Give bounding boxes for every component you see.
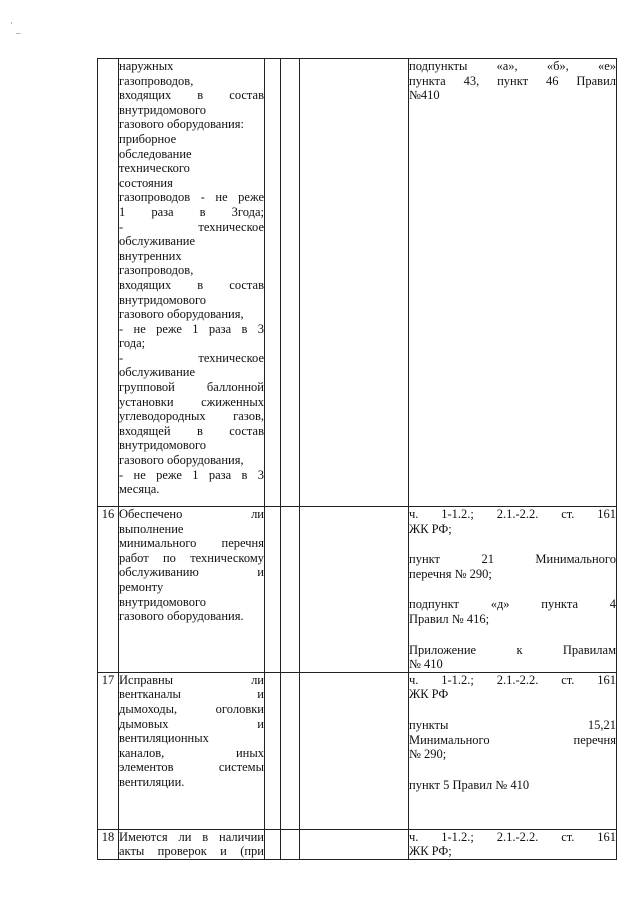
answer-cell-3 [300, 59, 409, 507]
description-line: вентканалы и [119, 687, 264, 702]
description-line: Обеспечено ли [119, 507, 264, 521]
reference-spacer [409, 762, 616, 778]
answer-cell-2 [281, 672, 300, 829]
description-line: установки сжиженных [119, 394, 264, 409]
requirement-description [119, 829, 265, 859]
description-line: внутридомового [119, 102, 207, 117]
table-body [98, 59, 617, 860]
requirement-description [119, 507, 265, 673]
description-line: вентиляционных [119, 731, 209, 746]
row-number: 16 [98, 507, 119, 673]
answer-cell-1 [265, 507, 281, 673]
answer-cell-2 [281, 507, 300, 673]
description-line: 1 раза в 3года; [119, 204, 264, 219]
reference-line: подпункт «д» пункта 4 [409, 597, 616, 612]
reference-spacer [409, 536, 616, 552]
answer-cell-1 [265, 829, 281, 859]
legal-reference [409, 507, 617, 673]
table-row [98, 829, 617, 859]
reference-line: Правил № 416; [409, 611, 490, 626]
reference-spacer [409, 627, 616, 643]
row-number: 18 [98, 829, 119, 859]
reference-line: №410 [409, 88, 440, 103]
row-number: 17 [98, 672, 119, 829]
description-line: Имеются ли в наличии [119, 829, 264, 844]
answer-cell-2 [281, 59, 300, 507]
reference-line: ЖК РФ; [409, 521, 452, 536]
reference-line: ч. 1-1.2.; 2.1.-2.2. ст. 161 [409, 672, 616, 687]
description-line: каналов, иных [119, 745, 264, 760]
description-line: - техническое [119, 350, 264, 365]
description-line: газопроводов, [119, 263, 194, 278]
description-line: дымовых и [119, 716, 264, 731]
reference-line: № 410 [409, 657, 443, 672]
table-row [98, 672, 617, 829]
description-line: минимального перечня [119, 536, 264, 551]
reference-line: подпункты «а», «б», «е» [409, 59, 616, 73]
description-line: газопроводов - не реже [119, 190, 264, 205]
reference-line: пункт 5 Правил № 410 [409, 777, 530, 792]
description-line: технического [119, 161, 190, 176]
reference-spacer [409, 702, 616, 718]
answer-cell-3 [300, 829, 409, 859]
description-line: выполнение [119, 521, 184, 536]
reference-line: Минимального перечня [409, 732, 616, 747]
table-row [98, 507, 617, 673]
reference-line: ЖК РФ [409, 687, 449, 702]
description-line: входящей в состав [119, 423, 264, 438]
reference-line: перечня № 290; [409, 566, 492, 581]
description-line: входящих в состав [119, 88, 264, 103]
answer-cell-1 [265, 59, 281, 507]
description-line: внутренних [119, 248, 182, 263]
legal-reference [409, 672, 617, 829]
answer-cell-2 [281, 829, 300, 859]
legal-reference [409, 829, 617, 859]
table-row [98, 59, 617, 507]
description-line: газопроводов, [119, 73, 194, 88]
description-line: дымоходы, оголовки [119, 701, 264, 716]
corner-mark: – [16, 28, 21, 38]
row-number [98, 59, 119, 507]
description-line: года; [119, 336, 146, 351]
legal-reference [409, 59, 617, 507]
description-line: ремонту [119, 579, 164, 594]
description-line: внутридомового [119, 292, 207, 307]
description-line: газового оборудования. [119, 609, 244, 624]
description-line: обслуживанию и [119, 565, 264, 580]
page-corner-marks [10, 18, 21, 38]
description-line: входящих в состав [119, 277, 264, 292]
description-line: элементов системы [119, 760, 264, 775]
description-line: - не реже 1 раза в 3 [119, 321, 264, 336]
reference-line: № 290; [409, 747, 447, 762]
reference-line: Приложение к Правилам [409, 642, 616, 657]
description-line: газового оборудования: [119, 117, 244, 132]
description-line: газового оборудования, [119, 453, 244, 468]
answer-cell-3 [300, 672, 409, 829]
description-line: внутридомового [119, 438, 207, 453]
description-line: газового оборудования, [119, 307, 244, 322]
reference-line: пункты 15,21 [409, 717, 616, 732]
answer-cell-1 [265, 672, 281, 829]
description-line: наружных [119, 59, 174, 73]
description-line: обследование [119, 146, 192, 161]
requirement-description [119, 672, 265, 829]
description-line: групповой баллонной [119, 380, 264, 395]
corner-mark: · [10, 18, 13, 28]
description-line: обслуживание [119, 365, 196, 380]
description-line: состояния [119, 175, 173, 190]
requirement-description [119, 59, 265, 507]
reference-spacer [409, 581, 616, 597]
reference-line: пункт 21 Минимального [409, 552, 616, 567]
description-line: работ по техническому [119, 550, 264, 565]
reference-line: пункта 43, пункт 46 Правил [409, 73, 616, 88]
description-line: приборное [119, 131, 177, 146]
description-line: углеводородных газов, [119, 409, 264, 424]
description-line: акты проверок и (при [119, 844, 264, 859]
description-line: - не реже 1 раза в 3 [119, 467, 264, 482]
reference-line: ЖК РФ; [409, 844, 452, 859]
description-line: Исправны ли [119, 672, 264, 687]
description-line: внутридомового [119, 594, 207, 609]
description-line: - техническое [119, 219, 264, 234]
description-line: обслуживание [119, 234, 196, 249]
description-line: месяца. [119, 482, 160, 497]
description-line: вентиляции. [119, 774, 185, 789]
inspection-checklist-table [97, 58, 617, 860]
reference-line: ч. 1-1.2.; 2.1.-2.2. ст. 161 [409, 829, 616, 844]
reference-line: ч. 1-1.2.; 2.1.-2.2. ст. 161 [409, 507, 616, 521]
answer-cell-3 [300, 507, 409, 673]
